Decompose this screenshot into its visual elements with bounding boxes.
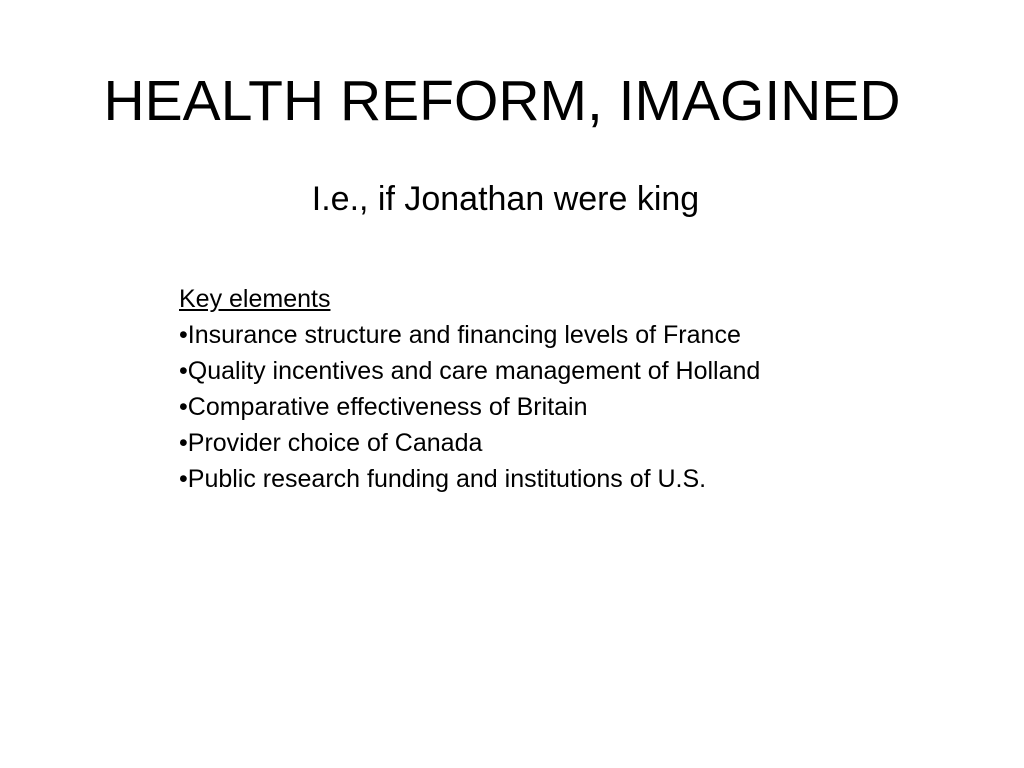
bullet-icon: • <box>179 357 188 385</box>
key-elements-heading: Key elements <box>179 285 331 313</box>
bullet-text: Comparative effectiveness of Britain <box>187 393 588 421</box>
bullet-item <box>179 317 819 353</box>
bullet-list <box>179 317 819 497</box>
bullet-item <box>179 353 819 389</box>
bullet-item <box>179 425 819 461</box>
bullet-item <box>179 389 819 425</box>
bullet-icon: • <box>179 321 188 349</box>
slide-title: HEALTH REFORM, IMAGINED <box>103 69 901 133</box>
bullet-text: Quality incentives and care management of Holland <box>187 357 761 385</box>
slide-body <box>179 281 819 497</box>
bullet-icon: • <box>179 429 188 457</box>
bullet-icon: • <box>179 393 188 421</box>
slide-subtitle: I.e., if Jonathan were king <box>311 180 700 218</box>
bullet-text: Provider choice of Canada <box>187 429 483 457</box>
bullet-item <box>179 461 819 497</box>
bullet-icon: • <box>179 465 188 493</box>
bullet-text: Insurance structure and financing levels of France <box>187 321 741 349</box>
bullet-text: Public research funding and institutions of U.S. <box>187 465 707 493</box>
